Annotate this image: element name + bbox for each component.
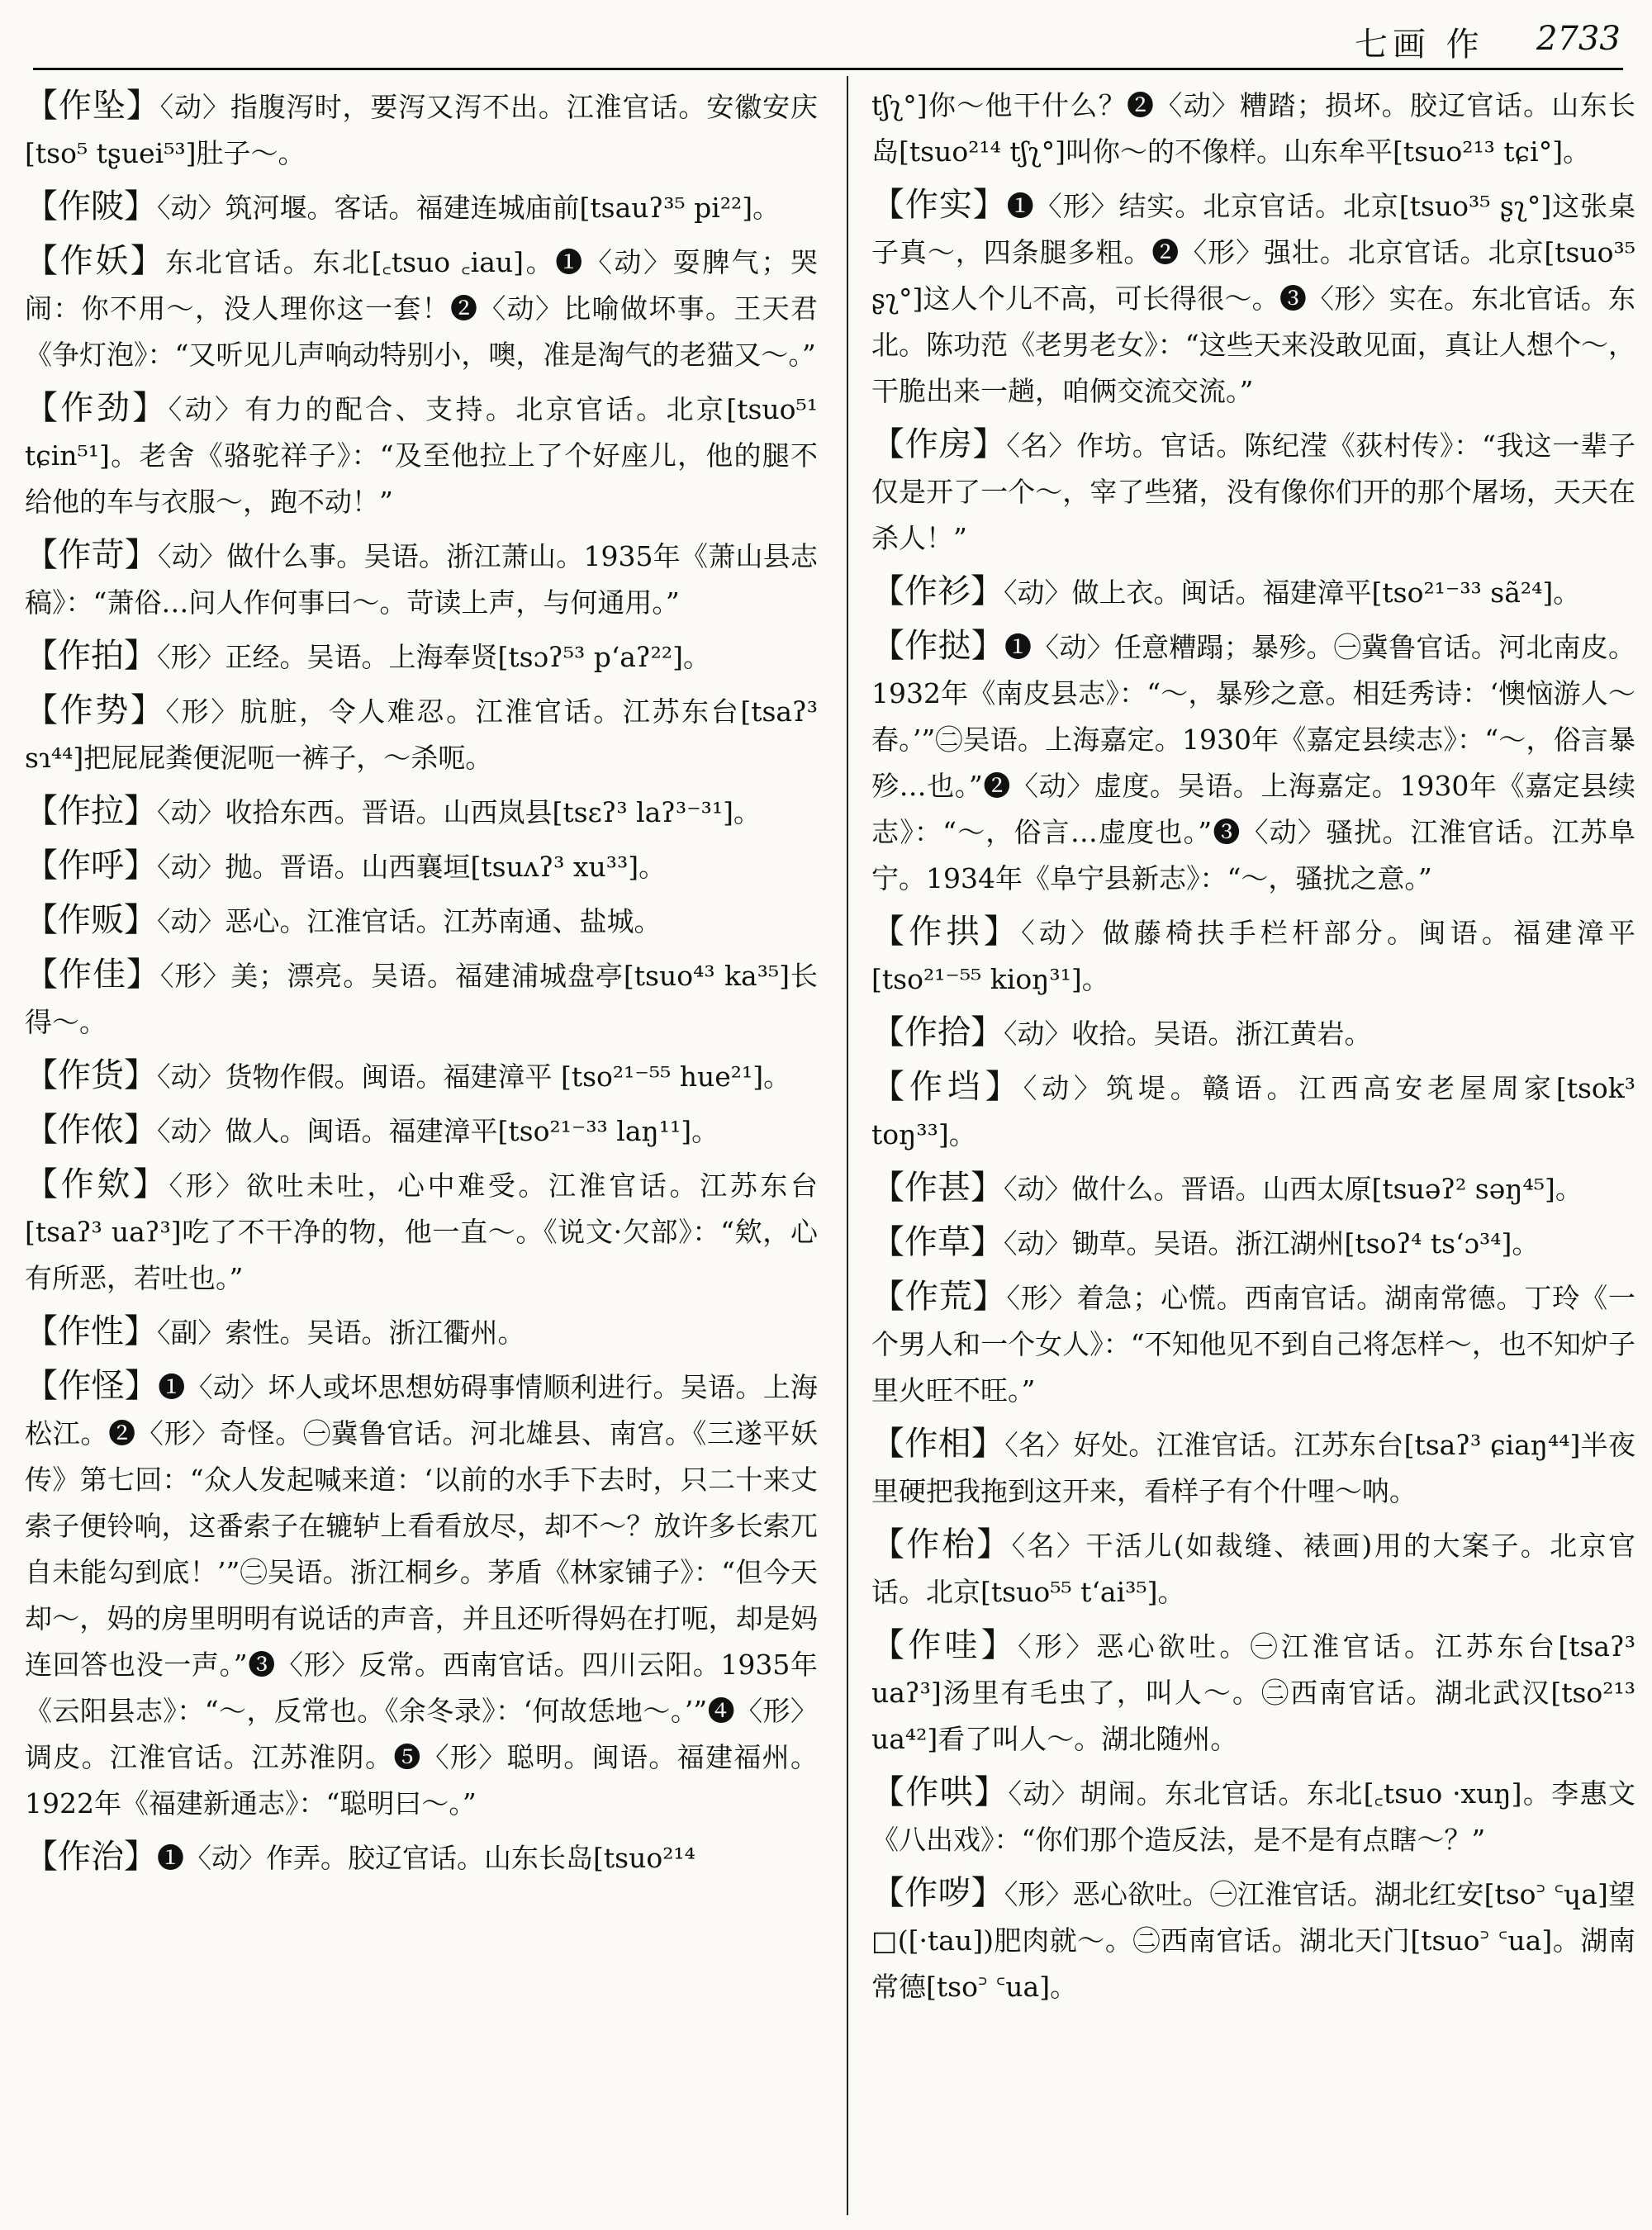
entry-headword: 【作贩】 bbox=[25, 901, 157, 939]
section-label: 七画 作 bbox=[1355, 26, 1484, 64]
entry-headword: 【作甚】 bbox=[871, 1169, 1004, 1207]
dictionary-entry bbox=[25, 1161, 818, 1302]
entry-headword: 【作拍】 bbox=[25, 637, 157, 675]
entry-headword: 【作拱】 bbox=[871, 913, 1022, 951]
entry-headword: 【作欸】 bbox=[25, 1165, 169, 1203]
entry-definition: 〈动〉抛。晋语。山西襄垣[tsuʌʔ³ xu³³]。 bbox=[157, 851, 667, 883]
entry-definition: ❶〈动〉任意糟蹋；暴殄。㊀冀鲁官话。河北南皮。1932年《南皮县志》：“～，暴殄之意。相廷秀诗：‘懊恼游人～春。’”㊁吴语。上海嘉定。1930年《嘉定县续志》：“～，俗言暴殄…也。”❷〈动〉虚度。吴语。上海嘉定。1930年《嘉定县续志》：“～，俗言…虚度也。”❸〈动〉骚扰。江淮官话。江苏阜宁。1934年《阜宁县新志》：“～，骚扰之意。” bbox=[871, 631, 1636, 894]
dictionary-entry bbox=[871, 623, 1635, 902]
entry-definition: 〈动〉锄草。吴语。浙江湖州[tsoʔ⁴ tsʻɔ³⁴]。 bbox=[1004, 1227, 1540, 1260]
dictionary-entry bbox=[25, 687, 818, 781]
dictionary-entry bbox=[871, 421, 1635, 562]
entry-definition: 〈形〉美；漂亮。吴语。福建浦城盘亭[tsuo⁴³ ka³⁵]长得～。 bbox=[25, 960, 818, 1038]
entry-definition: 〈动〉做藤椅扶手栏杆部分。闽语。福建漳平[tso²¹⁻⁵⁵ kioŋ³¹]。 bbox=[871, 917, 1636, 995]
entry-definition: 〈动〉做什么。晋语。山西太原[tsuəʔ² səŋ⁴⁵]。 bbox=[1004, 1173, 1583, 1205]
entry-headword: 【作性】 bbox=[25, 1312, 157, 1350]
dictionary-entry bbox=[25, 238, 818, 378]
entry-definition: 〈形〉欲吐未吐，心中难受。江淮官话。江苏东台[tsaʔ³ uaʔ³]吃了不干净的物，他一直～。《说文·欠部》：“欸，心有所恶，若吐也。” bbox=[25, 1170, 819, 1294]
column-divider bbox=[847, 76, 848, 2215]
dictionary-entry bbox=[25, 183, 818, 231]
entry-definition: 〈动〉有力的配合、支持。北京官话。北京[tsuo⁵¹ tɕin⁵¹]。老舍《骆驼祥子》：“及至他拉上了个好座儿，他的腿不给他的车与衣服～，跑不动！” bbox=[25, 393, 819, 518]
dictionary-entry bbox=[871, 1274, 1635, 1414]
dictionary-entry bbox=[871, 1521, 1635, 1616]
dictionary-entry bbox=[25, 1052, 818, 1100]
page-header bbox=[0, 0, 1652, 74]
dictionary-entry bbox=[871, 182, 1635, 415]
entry-definition: 〈动〉做人。闽语。福建漳平[tso²¹⁻³³ laŋ¹¹]。 bbox=[157, 1115, 719, 1147]
left-column bbox=[25, 83, 818, 1888]
entry-headword: 【作拾】 bbox=[871, 1013, 1004, 1051]
entry-definition: 东北官话。东北[꜀tsuo ꜀iau]。❶〈动〉耍脾气；哭闹：你不用～，没人理你这一套！❷〈动〉比喻做坏事。王天君《争灯泡》：“又听见儿声响动特别小，噢，准是淘气的老猫又～。” bbox=[25, 246, 819, 371]
dictionary-entry bbox=[25, 842, 818, 890]
entry-definition: 〈动〉收拾东西。晋语。山西岚县[tsɛʔ³ laʔ³⁻³¹]。 bbox=[157, 796, 761, 828]
dictionary-entry bbox=[871, 83, 1635, 175]
entry-definition: 〈名〉好处。江淮官话。江苏东台[tsaʔ³ ɕiaŋ⁴⁴]半夜里硬把我拖到这开来，看样子有个什哩～呐。 bbox=[871, 1429, 1635, 1507]
entry-headword: 【作哇】 bbox=[871, 1626, 1018, 1664]
entry-headword: 【作治】 bbox=[25, 1838, 157, 1876]
entry-headword: 【作侬】 bbox=[25, 1111, 157, 1149]
entry-definition: 〈动〉收拾。吴语。浙江黄岩。 bbox=[1004, 1018, 1372, 1050]
dictionary-entry bbox=[871, 1769, 1635, 1863]
dictionary-entry bbox=[25, 385, 818, 525]
dictionary-entry bbox=[871, 1165, 1635, 1212]
entry-definition: 〈动〉指腹泻时，要泻又泻不出。江淮官话。安徽安庆[tso⁵ tʂuei⁵³]肚子～。 bbox=[25, 91, 819, 169]
dictionary-entry bbox=[25, 532, 818, 626]
dictionary-entry bbox=[871, 1219, 1635, 1267]
entry-definition: 〈形〉正经。吴语。上海奉贤[tsɔʔ⁵³ pʻaʔ²²]。 bbox=[157, 641, 711, 673]
dictionary-entry bbox=[25, 633, 818, 681]
entry-definition: tʃʅ°]你～他干什么？❷〈动〉糟踏；损坏。胶辽官话。山东长岛[tsuo²¹⁴ tʃʅ°]叫你～的不像样。山东牟平[tsuo²¹³ tɕi°]。 bbox=[871, 89, 1635, 168]
entry-definition: 〈形〉恶心欲吐。㊀江淮官话。江苏东台[tsaʔ³ uaʔ³]汤里有毛虫了，叫人～。㊁西南官话。湖北武汉[tso²¹³ ua⁴²]看了叫人～。湖北随州。 bbox=[871, 1630, 1635, 1755]
dictionary-entry bbox=[871, 1622, 1635, 1763]
dictionary-entry bbox=[25, 897, 818, 945]
entry-headword: 【作垱】 bbox=[871, 1068, 1023, 1106]
entry-headword: 【作佳】 bbox=[25, 956, 160, 994]
entry-headword: 【作货】 bbox=[25, 1056, 157, 1094]
entry-definition: 〈动〉筑河堰。客话。福建连城庙前[tsauʔ³⁵ pi²²]。 bbox=[157, 192, 781, 224]
dictionary-entry bbox=[25, 83, 818, 177]
entry-definition: 〈动〉做上衣。闽话。福建漳平[tso²¹⁻³³ sã²⁴]。 bbox=[1004, 576, 1581, 609]
dictionary-entry bbox=[871, 1870, 1635, 2010]
entry-definition: ❶〈动〉坏人或坏思想妨碍事情顺利进行。吴语。上海松江。❷〈形〉奇怪。㊀冀鲁官话。河北雄县、南宫。《三遂平妖传》第七回：“众人发起喊来道：‘以前的水手下去时，只二十来丈索子便铃响，这番索子在辘轳上看看放尽，却不～？放许多长索兀自未能勾到底！’”㊁吴语。浙江桐乡。茅盾《林家铺子》：“但今天却～，妈的房里明明有说话的声音，并且还听得妈在打呃，却是妈连回答也没一声。”❸〈形〉反常。西南官话。四川云阳。1935年《云阳县志》：“～，反常也。《余冬录》：‘何故恁地～。’”❹〈形〉调皮。江淮官话。江苏淮阴。❺〈形〉聪明。闽语。福建福州。1922年《福建新通志》：“聪明曰～。” bbox=[25, 1371, 819, 1820]
dictionary-entry bbox=[871, 1064, 1635, 1158]
entry-headword: 【作拉】 bbox=[25, 792, 157, 830]
entry-definition: 〈名〉干活儿(如裁缝、裱画)用的大案子。北京官话。北京[tsuo⁵⁵ tʻai³⁵]。 bbox=[871, 1530, 1636, 1608]
entry-headword: 【作衫】 bbox=[871, 572, 1004, 610]
entry-headword: 【作草】 bbox=[871, 1223, 1004, 1261]
dictionary-entry bbox=[25, 1107, 818, 1155]
entry-definition: 〈形〉恶心欲吐。㊀江淮官话。湖北红安[tso꜄ ꜂ɥa]望□([·tau])肥肉就～。㊁西南官话。湖北天门[tsuo꜄ ꜂ua]。湖南常德[tso꜄ ꜂ua]。 bbox=[871, 1878, 1636, 2003]
dictionary-entry bbox=[871, 568, 1635, 616]
entry-definition: 〈形〉着急；心慌。西南官话。湖南常德。丁玲《一个男人和一个女人》：“不知他见不到自己将怎样～，也不知炉子里火旺不旺。” bbox=[871, 1282, 1636, 1407]
entry-definition: 〈动〉货物作假。闽语。福建漳平 [tso²¹⁻⁵⁵ hue²¹]。 bbox=[157, 1060, 791, 1093]
entry-definition: 〈动〉恶心。江淮官话。江苏南通、盐城。 bbox=[157, 905, 662, 937]
dictionary-entry bbox=[25, 951, 818, 1046]
entry-headword: 【作相】 bbox=[871, 1425, 1005, 1463]
entry-headword: 【作劲】 bbox=[25, 389, 169, 427]
entry-headword: 【作陂】 bbox=[25, 187, 157, 225]
entry-headword: 【作哕】 bbox=[871, 1874, 1004, 1912]
entry-definition: ❶〈动〉作弄。胶辽官话。山东长岛[tsuo²¹⁴ bbox=[157, 1842, 695, 1874]
entry-definition: 〈形〉肮脏，令人难忍。江淮官话。江苏东台[tsaʔ³ sɿ⁴⁴]把屁屁粪便泥呃一裤子，～杀呃。 bbox=[25, 695, 819, 774]
entry-definition: 〈动〉胡闹。东北官话。东北[꜀tsuo ·xuŋ]。李惠文《八出戏》：“你们那个造反法，是不是有点瞎～？” bbox=[871, 1777, 1635, 1856]
entry-headword: 【作挞】 bbox=[871, 627, 1004, 665]
dictionary-entry bbox=[871, 1009, 1635, 1057]
entry-headword: 【作坠】 bbox=[25, 87, 160, 125]
entry-definition: 〈动〉筑堤。赣语。江西高安老屋周家[tsok³ toŋ³³]。 bbox=[871, 1072, 1635, 1151]
dictionary-entry bbox=[25, 1308, 818, 1356]
dictionary-entry bbox=[25, 1363, 818, 1827]
dictionary-entry bbox=[871, 909, 1635, 1003]
entry-headword: 【作荒】 bbox=[871, 1278, 1007, 1316]
entry-definition: 〈名〉作坊。官话。陈纪滢《荻村传》：“我这一辈子仅是开了一个～，宰了些猪，没有像你们开的那个屠场，天天在杀人！” bbox=[871, 429, 1635, 554]
entry-definition: ❶〈形〉结实。北京官话。北京[tsuo³⁵ ʂʅ°]这张桌子真～，四条腿多粗。❷〈形〉强壮。北京官话。北京[tsuo³⁵ ʂʅ°]这人个儿不高，可长得很～。❸〈形〉实在。东北官话。东北。陈功范《老男老女》：“这些天来没敢见面，真让人想个～，干脆出来一趟，咱俩交流交流。” bbox=[871, 190, 1636, 407]
entry-definition: 〈动〉做什么事。吴语。浙江萧山。1935年《萧山县志稿》：“萧俗…问人作何事曰～。苛读上声，与何通用。” bbox=[25, 540, 819, 619]
entry-headword: 【作实】 bbox=[871, 186, 1007, 224]
entry-headword: 【作哄】 bbox=[871, 1773, 1009, 1811]
entry-headword: 【作枱】 bbox=[871, 1525, 1012, 1563]
entry-definition: 〈副〉索性。吴语。浙江衢州。 bbox=[157, 1317, 525, 1349]
dictionary-entry bbox=[25, 1834, 818, 1881]
header-rule bbox=[33, 68, 1623, 70]
entry-headword: 【作房】 bbox=[871, 425, 1007, 463]
entry-headword: 【作势】 bbox=[25, 691, 166, 729]
page-number: 2733 bbox=[1536, 20, 1621, 58]
dictionary-entry bbox=[871, 1421, 1635, 1515]
entry-headword: 【作苛】 bbox=[25, 536, 159, 574]
entry-headword: 【作呼】 bbox=[25, 847, 157, 885]
entry-headword: 【作妖】 bbox=[25, 242, 166, 280]
dictionary-entry bbox=[25, 788, 818, 836]
right-column bbox=[871, 83, 1635, 2017]
entry-headword: 【作怪】 bbox=[25, 1367, 159, 1405]
